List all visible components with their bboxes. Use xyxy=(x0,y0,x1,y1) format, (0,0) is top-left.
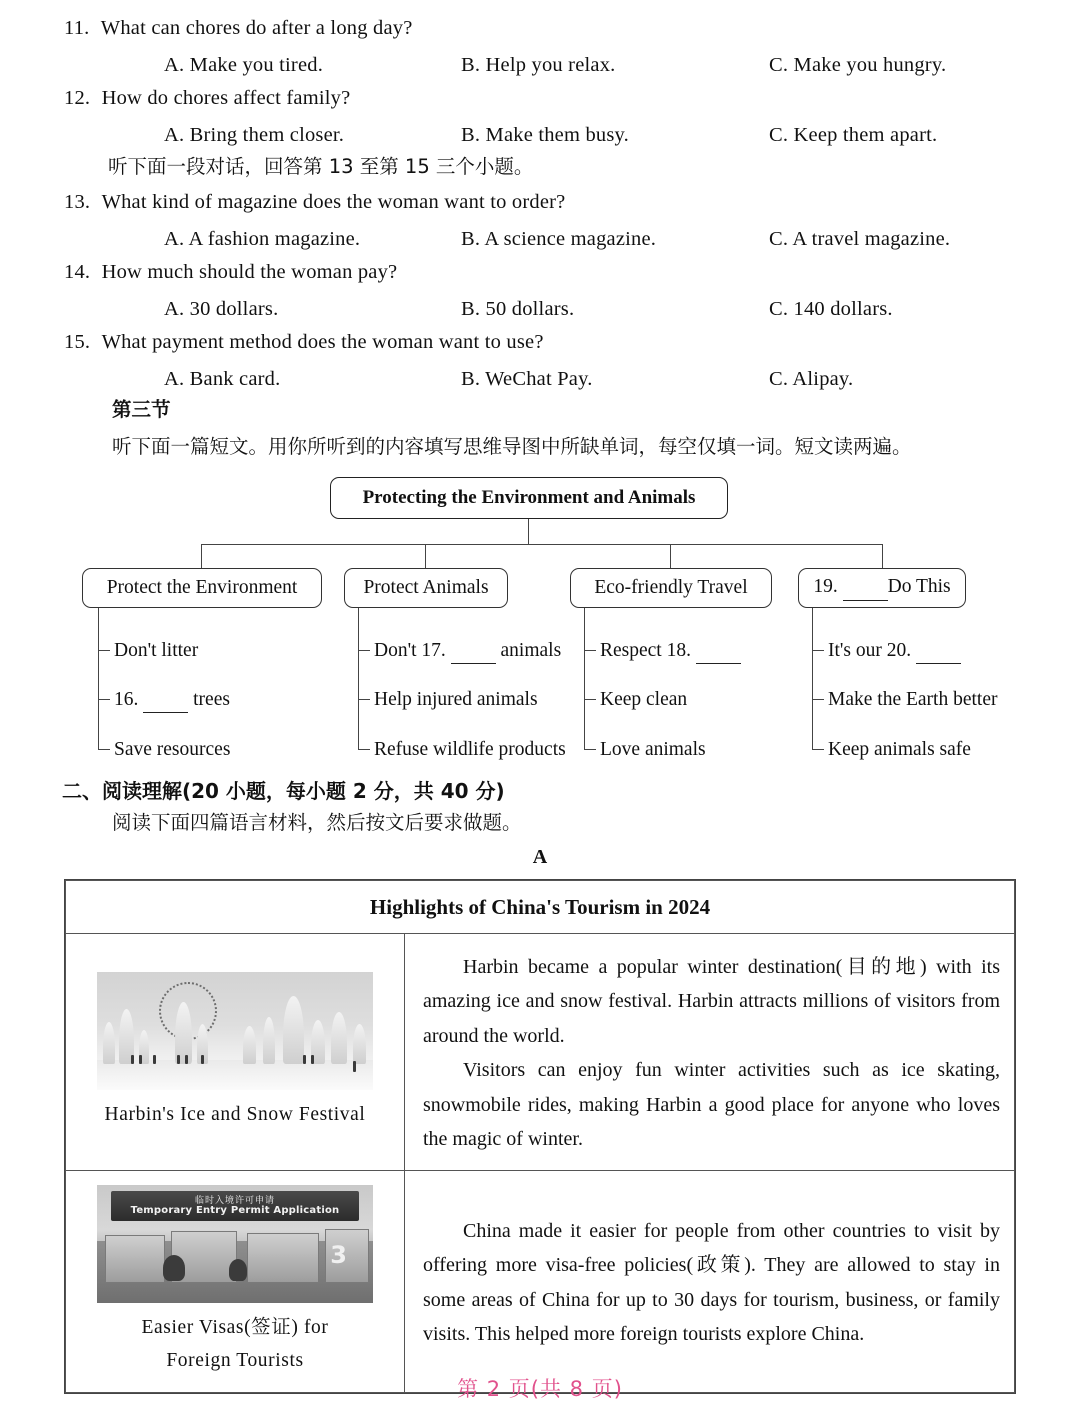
harbin-caption: Harbin's Ice and Snow Festival xyxy=(104,1104,366,1126)
question-11-option-c[interactable]: C. Make you hungry. xyxy=(769,53,947,76)
section-three-title: 第三节 xyxy=(112,398,171,421)
mindmap-leaf-1-2: 16. trees xyxy=(98,690,230,713)
mindmap-leaf-3-3: Love animals xyxy=(600,739,706,760)
question-13 xyxy=(64,191,951,263)
question-15-text: What payment method does the woman want to use? xyxy=(101,331,544,353)
question-14-option-a[interactable]: A. 30 dollars. xyxy=(164,297,279,320)
question-12-option-a[interactable]: A. Bring them closer. xyxy=(164,123,345,146)
mindmap-root-node xyxy=(330,477,728,519)
question-13-text: What kind of magazine does the woman want to order? xyxy=(101,191,566,213)
question-15-option-a[interactable]: A. Bank card. xyxy=(164,367,281,390)
question-11-number: 11. xyxy=(64,17,90,39)
counter-number: 3 xyxy=(330,1241,347,1270)
mindmap-leaf-2-3: Refuse wildlife products xyxy=(374,739,566,760)
visa-caption-line2: Foreign Tourists xyxy=(166,1349,304,1371)
visa-cell xyxy=(66,1171,405,1392)
mindmap-leaf-4-2: Make the Earth better xyxy=(828,689,998,710)
fill-in-blank[interactable] xyxy=(143,692,188,713)
question-15-option-b[interactable]: B. WeChat Pay. xyxy=(461,367,593,390)
table-title-row xyxy=(66,881,1015,934)
mindmap-leaf-3-1: Respect 18. xyxy=(584,641,741,664)
visa-caption-line1: Easier Visas(签证) for xyxy=(141,1317,329,1339)
question-15-number: 15. xyxy=(64,331,91,353)
reading-section-heading: 二、阅读理解(20 小题，每小题 2 分，共 40 分) xyxy=(62,779,505,803)
harbin-ice-festival-image xyxy=(97,972,373,1090)
question-12-options xyxy=(64,123,938,159)
question-12-number: 12. xyxy=(64,87,91,109)
mindmap-root-stem xyxy=(528,519,529,544)
mindmap-branch-3-label: Eco-friendly Travel xyxy=(594,577,748,598)
question-14-option-c[interactable]: C. 140 dollars. xyxy=(769,297,893,320)
mindmap-drop-2 xyxy=(425,544,426,568)
question-15-stem xyxy=(64,332,544,353)
mindmap-drop-1 xyxy=(201,544,202,568)
mindmap-leaf-4-3: Keep animals safe xyxy=(828,739,971,760)
mindmap-branch-1 xyxy=(82,568,322,608)
entry-permit-sign xyxy=(111,1191,359,1221)
tourism-table xyxy=(64,879,1016,1394)
passage-label-a: A xyxy=(532,846,548,868)
question-11 xyxy=(64,17,947,89)
question-15 xyxy=(64,331,854,403)
mindmap-branch-3 xyxy=(570,568,772,608)
question-15-option-c[interactable]: C. Alipay. xyxy=(769,367,854,390)
visa-paragraph-1: China made it easier for people from other countries to visit by offering more visa-free policies(政策). They are allowed to stay in some areas of China for up to 30 days for tourism, business, or family visits. This helped more foreign tourists explore China. xyxy=(423,1219,1000,1345)
question-12-stem xyxy=(64,88,350,109)
visa-text-cell xyxy=(405,1171,1015,1392)
mindmap-bus xyxy=(201,544,883,545)
mindmap-branch-2 xyxy=(344,568,508,608)
mindmap-drop-3 xyxy=(670,544,671,568)
question-14-option-b[interactable]: B. 50 dollars. xyxy=(461,297,575,320)
question-12-option-c[interactable]: C. Keep them apart. xyxy=(769,123,938,146)
harbin-paragraph-1: Harbin became a popular winter destination(目的地) with its amazing ice and snow festival. Harbin attracts millions of visitors from around the world. xyxy=(423,956,1000,1047)
question-13-options xyxy=(64,227,951,263)
table-row xyxy=(66,1171,1015,1392)
mindmap-drop-4 xyxy=(882,544,883,568)
fill-in-blank[interactable] xyxy=(843,578,888,601)
harbin-cell xyxy=(66,934,405,1171)
mindmap-branch-4-label: 19. Do This xyxy=(813,576,950,601)
mindmap-branch-1-label: Protect the Environment xyxy=(106,577,298,598)
temporary-entry-permit-image xyxy=(97,1185,373,1303)
entry-permit-sign-en: Temporary Entry Permit Application xyxy=(130,1204,340,1216)
question-11-text: What can chores do after a long day? xyxy=(100,17,413,39)
question-13-option-a[interactable]: A. A fashion magazine. xyxy=(164,227,361,250)
reading-instruction: 阅读下面四篇语言材料，然后按文后要求做题。 xyxy=(112,811,522,834)
question-13-option-b[interactable]: B. A science magazine. xyxy=(461,227,657,250)
question-12 xyxy=(64,87,938,159)
question-13-stem xyxy=(64,192,565,213)
mindmap-leaf-3-2: Keep clean xyxy=(600,689,688,710)
entry-permit-sign-cn: 临时入境许可申请 xyxy=(194,1195,275,1206)
question-14-stem xyxy=(64,262,397,283)
question-14-text: How much should the woman pay? xyxy=(101,261,398,283)
table-row xyxy=(66,934,1015,1171)
mindmap-leaf-2-2: Help injured animals xyxy=(374,689,538,710)
mindmap-leaf-1-3: Save resources xyxy=(114,739,231,760)
question-12-text: How do chores affect family? xyxy=(101,87,351,109)
fill-in-blank[interactable] xyxy=(916,643,961,664)
fill-in-blank[interactable] xyxy=(451,643,496,664)
question-11-options xyxy=(64,53,947,89)
mindmap-branch-2-label: Protect Animals xyxy=(363,577,489,598)
table-title: Highlights of China's Tourism in 2024 xyxy=(66,881,1015,934)
section-three-instruction: 听下面一篇短文。用你所听到的内容填写思维导图中所缺单词，每空仅填一词。短文读两遍。 xyxy=(112,435,912,458)
question-11-option-a[interactable]: A. Make you tired. xyxy=(164,53,324,76)
question-14-options xyxy=(64,297,893,333)
question-11-option-b[interactable]: B. Help you relax. xyxy=(461,53,616,76)
question-14 xyxy=(64,261,893,333)
question-14-number: 14. xyxy=(64,261,91,283)
mindmap-leaf-1-1: Don't litter xyxy=(114,640,199,661)
question-13-number: 13. xyxy=(64,191,91,213)
mindmap-leaf-4-1: It's our 20. xyxy=(812,641,961,664)
question-13-option-c[interactable]: C. A travel magazine. xyxy=(769,227,951,250)
page-footer: 第 2 页(共 8 页) xyxy=(457,1377,623,1401)
fill-in-blank[interactable] xyxy=(696,643,741,664)
mindmap-branch-4 xyxy=(798,568,966,608)
harbin-paragraph-2: Visitors can enjoy fun winter activities such as ice skating, snowmobile rides, making Harbin a good place for anyone who loves the magic of winter. xyxy=(423,1059,1000,1150)
mindmap-leaf-2-1: Don't 17. animals xyxy=(358,641,561,664)
mindmap-root-label: Protecting the Environment and Animals xyxy=(362,487,696,508)
question-12-option-b[interactable]: B. Make them busy. xyxy=(461,123,629,146)
harbin-text-cell xyxy=(405,934,1015,1171)
question-11-stem xyxy=(64,18,413,39)
dialogue-instruction: 听下面一段对话，回答第 13 至第 15 三个小题。 xyxy=(108,155,534,178)
